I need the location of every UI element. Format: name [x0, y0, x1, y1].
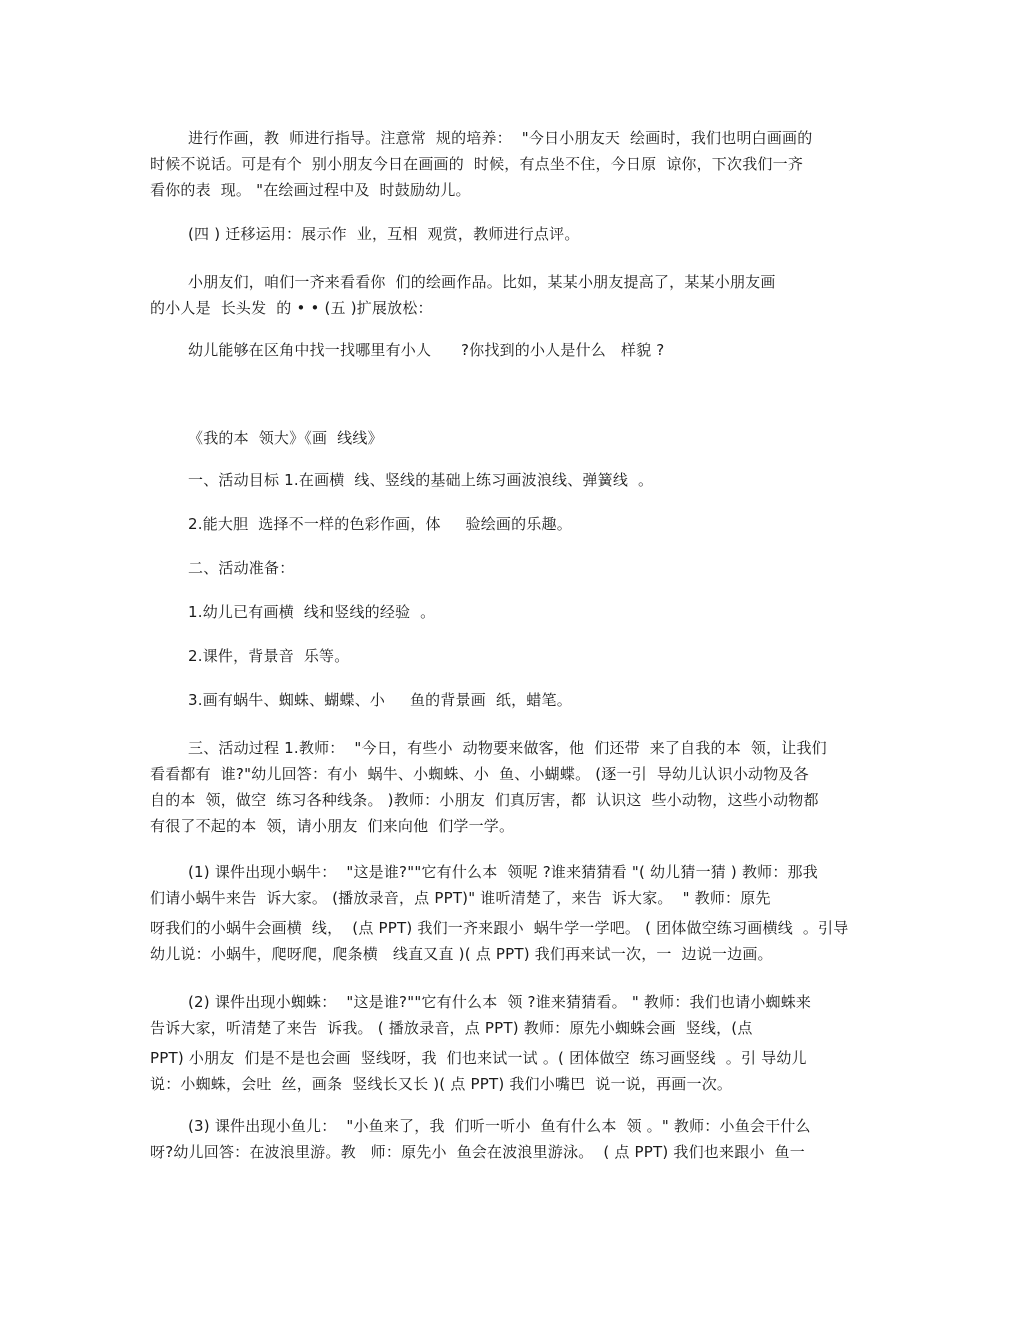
- text-line: (1) 课件出现小蜗牛： "这是谁?""它有什么本 领呢 ?谁来猜猜看 "( 幼儿猜一猜 ) 教师：那我: [188, 863, 818, 881]
- text-line: 告诉大家，听清楚了来告 诉我。 ( 播放录音，点 PPT) 教师：原先小蜘蛛会画 竖线，(点: [150, 1019, 753, 1037]
- text-line: 幼儿能够在区角中找一找哪里有小人 ?你找到的小人是什么 样貌 ?: [188, 341, 665, 359]
- text-line: 们请小蜗牛来告 诉大家。 (播放录音，点 PPT)" 谁听清楚了，来告 诉大家。 " 教师：原先: [150, 889, 771, 907]
- text-line: 幼儿说：小蜗牛，爬呀爬，爬条横 线直又直 )( 点 PPT) 我们再来试一次，一 边说一边画。: [150, 945, 773, 963]
- text-line: 自的本 领，做空 练习各种线条。 )教师：小朋友 们真厉害，都 认识这 些小动物，这些小动物都: [150, 791, 819, 809]
- text-line: 一、活动目标 1.在画横 线、竖线的基础上练习画波浪线、弹簧线 。: [188, 471, 654, 489]
- text-line: 3.画有蜗牛、蜘蛛、蝴蝶、小 鱼的背景画 纸，蜡笔。: [188, 691, 572, 709]
- text-line: 进行作画，教 师进行指导。注意常 规的培养： "今日小朋友天 绘画时，我们也明白画画的: [188, 129, 813, 147]
- text-line: PPT) 小朋友 们是不是也会画 竖线呀，我 们也来试一试 。( 团体做空 练习画竖线 。引 导幼儿: [150, 1049, 807, 1067]
- text-line: 2.能大胆 选择不一样的色彩作画，体 验绘画的乐趣。: [188, 515, 572, 533]
- text-line: 2.课件，背景音 乐等。: [188, 647, 350, 665]
- text-line: 呀我们的小蜗牛会画横 线， (点 PPT) 我们一齐来跟小 蜗牛学一学吧。 ( 团体做空练习画横线 。引导: [150, 919, 849, 937]
- text-line: 时候不说话。可是有个 别小朋友今日在画画的 时候，有点坐不住，今日原 谅你，下次我们一齐: [150, 155, 804, 173]
- text-line: (2) 课件出现小蜘蛛： "这是谁?""它有什么本 领 ?谁来猜猜看。 " 教师：我们也请小蜘蛛来: [188, 993, 812, 1011]
- text-line: 《我的本 领大》《画 线线》: [188, 429, 383, 447]
- text-line: 看看都有 谁?"幼儿回答：有小 蜗牛、小蜘蛛、小 鱼、小蝴蝶。 (逐一引 导幼儿认识小动物及各: [150, 765, 809, 783]
- text-line: 有很了不起的本 领，请小朋友 们来向他 们学一学。: [150, 817, 515, 835]
- text-line: 小朋友们，咱们一齐来看看你 们的绘画作品。比如，某某小朋友提高了，某某小朋友画: [188, 273, 776, 291]
- text-line: 说：小蜘蛛，会吐 丝，画条 竖线长又长 )( 点 PPT) 我们小嘴巴 说一说，再画一次。: [150, 1075, 733, 1093]
- text-line: 二、活动准备：: [188, 559, 295, 577]
- text-line: 呀?幼儿回答：在波浪里游。教 师：原先小 鱼会在波浪里游泳。 ( 点 PPT) 我们也来跟小 鱼一: [150, 1143, 805, 1161]
- text-line: 的小人是 长头发 的 • • (五 )扩展放松：: [150, 299, 433, 317]
- text-line: 1.幼儿已有画横 线和竖线的经验 。: [188, 603, 436, 621]
- text-line: (3) 课件出现小鱼儿： "小鱼来了，我 们听一听小 鱼有什么本 领 。" 教师：小鱼会干什么: [188, 1117, 811, 1135]
- text-line: (四 ) 迁移运用：展示作 业，互相 观赏，教师进行点评。: [188, 225, 580, 243]
- text-line: 看你的表 现。 "在绘画过程中及 时鼓励幼儿。: [150, 181, 471, 199]
- text-line: 三、活动过程 1.教师： "今日，有些小 动物要来做客，他 们还带 来了自我的本 领，让我们: [188, 739, 827, 757]
